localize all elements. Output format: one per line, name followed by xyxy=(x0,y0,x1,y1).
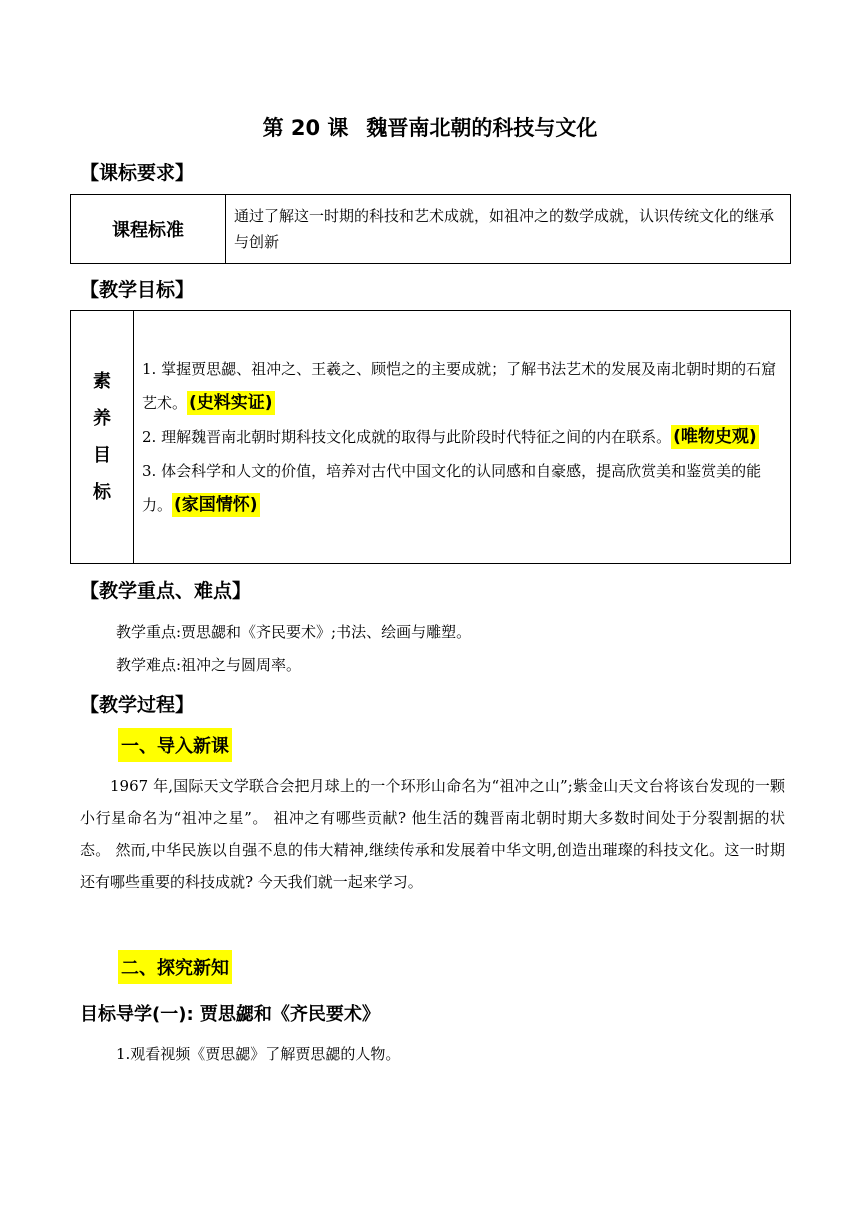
objective-item: 3. 体会科学和人文的价值，培养对古代中国文化的认同感和自豪感，提高欣赏美和鉴赏美的能力。 (家国情怀) xyxy=(142,462,762,515)
goal-heading-1: 目标导学(一): 贾思勰和《齐民要术》 xyxy=(80,1004,380,1025)
intro-paragraph: 1967 年,国际天文学联合会把月球上的一个环形山命名为“祖冲之山”;紫金山天文台将该台发现的一颗小行星命名为“祖冲之星”。 祖冲之有哪些贡献? 他生活的魏晋南北朝时期大多数时间处于分裂割据的状态。 然而,中华民族以自强不息的伟大精神,继续传承和发展着中华文明,创造出璀璨的科技文化。这一时期还有哪些重要的科技成就? 今天我们就一起来学习。 xyxy=(80,777,785,891)
key-point-important: 教学重点:贾思勰和《齐民要术》;书法、绘画与雕塑。 xyxy=(116,623,472,641)
objectives-table-content xyxy=(134,311,791,564)
objective-tag: (唯物史观) xyxy=(673,427,757,447)
objective-item: 2. 理解魏晋南北朝时期科技文化成就的取得与此阶段时代特征之间的内在联系。 (唯物史观) xyxy=(142,427,757,447)
curriculum-table-header: 课程标准 xyxy=(71,195,226,264)
objective-item: 1. 掌握贾思勰、祖冲之、王羲之、顾恺之的主要成就；了解书法艺术的发展及南北朝时期的石窟艺术。 (史料实证) xyxy=(142,360,777,413)
header-char: 标 xyxy=(93,482,111,503)
lesson-name: 魏晋南北朝的科技与文化 xyxy=(366,116,598,140)
lesson-title xyxy=(0,112,860,142)
objectives-table-header xyxy=(71,311,134,564)
objective-tag: (史料实证) xyxy=(189,393,273,413)
header-char: 目 xyxy=(93,445,111,466)
step-1: 1.观看视频《贾思勰》了解贾思勰的人物。 xyxy=(116,1045,401,1063)
objective-tag: (家国情怀) xyxy=(174,495,258,515)
lesson-number: 第 20 课 xyxy=(262,116,349,140)
part-intro-heading: 一、导入新课 xyxy=(118,728,232,762)
section-objectives-heading: 【教学目标】 xyxy=(80,279,195,301)
key-point-difficult: 教学难点:祖冲之与圆周率。 xyxy=(116,656,302,674)
part-explore-heading: 二、探究新知 xyxy=(118,950,232,984)
header-char: 养 xyxy=(93,408,111,429)
objectives-table xyxy=(70,310,791,564)
section-process-heading: 【教学过程】 xyxy=(80,694,195,716)
section-keypoints-heading: 【教学重点、难点】 xyxy=(80,580,252,602)
section-curriculum-heading: 【课标要求】 xyxy=(80,162,195,184)
curriculum-table-content: 通过了解这一时期的科技和艺术成就，如祖冲之的数学成就，认识传统文化的继承与创新 xyxy=(226,195,791,264)
curriculum-table xyxy=(70,194,791,264)
header-char: 素 xyxy=(93,371,111,392)
